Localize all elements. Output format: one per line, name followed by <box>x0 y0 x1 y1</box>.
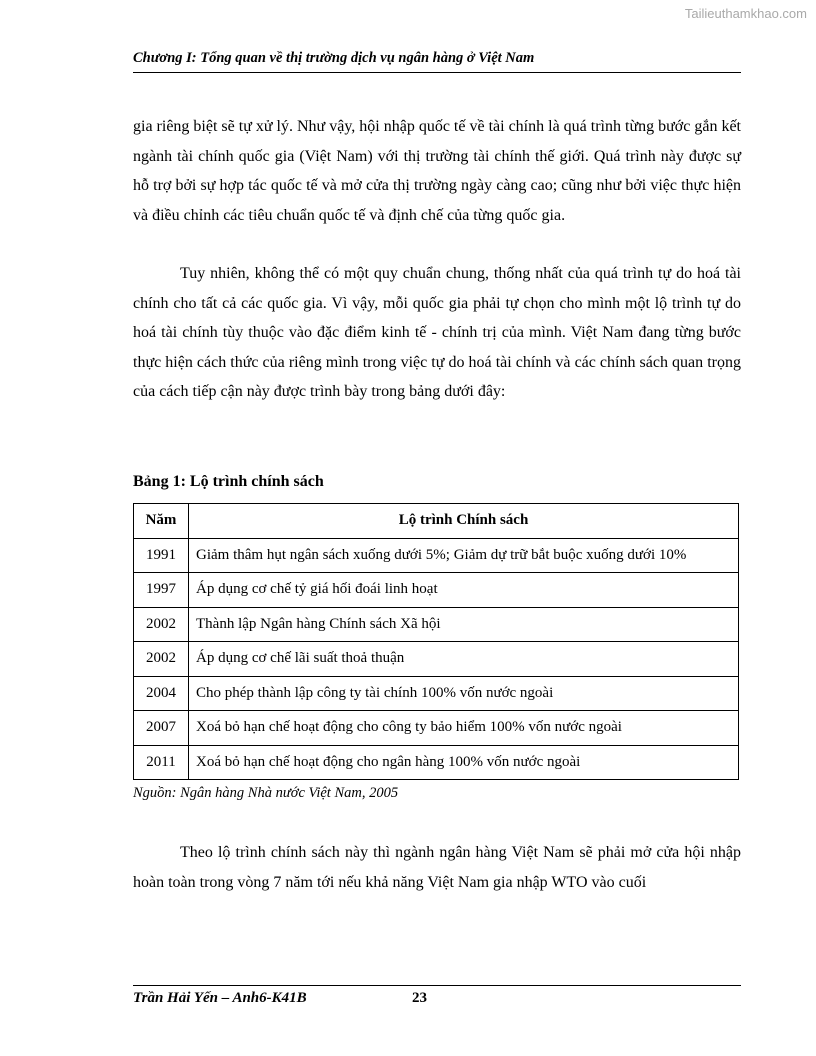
policy-cell: Xoá bỏ hạn chế hoạt động cho ngân hàng 100% vốn nước ngoài <box>189 745 739 780</box>
policy-cell: Áp dụng cơ chế lãi suất thoả thuận <box>189 642 739 677</box>
year-cell: 1991 <box>134 538 189 573</box>
header-divider <box>133 72 741 73</box>
watermark: Tailieuthamkhao.com <box>684 6 807 21</box>
table-caption: Bảng 1: Lộ trình chính sách <box>133 473 324 490</box>
footer-author: Trần Hải Yến – Anh6-K41B <box>133 990 307 1006</box>
policy-cell: Xoá bỏ hạn chế hoạt động cho công ty bảo hiểm 100% vốn nước ngoài <box>189 711 739 746</box>
table-row <box>134 538 739 573</box>
chapter-header: Chương I: Tổng quan về thị trường dịch vụ ngân hàng ở Việt Nam <box>133 50 535 66</box>
year-cell: 2002 <box>134 607 189 642</box>
year-cell: 1997 <box>134 573 189 608</box>
table-row <box>134 745 739 780</box>
year-cell: 2002 <box>134 642 189 677</box>
table-row <box>134 676 739 711</box>
paragraph-1: gia riêng biệt sẽ tự xử lý. Như vậy, hội nhập quốc tế về tài chính là quá trình từng bước gắn kết ngành tài chính quốc gia (Việt Nam) với thị trường tài chính thế giới. Quá trình này được sự hỗ trợ bởi sự hợp tác quốc tế và mở cửa thị trường ngày càng cao; cũng như bởi việc thực hiện và điều chỉnh các tiêu chuẩn quốc tế và định chế của từng quốc gia. <box>133 118 741 224</box>
year-cell: 2004 <box>134 676 189 711</box>
table-header-row <box>134 504 739 539</box>
year-column-header: Năm <box>134 504 189 539</box>
policy-cell: Áp dụng cơ chế tỷ giá hối đoái linh hoạt <box>189 573 739 608</box>
paragraph-2: Tuy nhiên, không thể có một quy chuẩn chung, thống nhất của quá trình tự do hoá tài chính cho tất cả các quốc gia. Vì vậy, mỗi quốc gia phải tự chọn cho mình một lộ trình tự do hoá tài chính tùy thuộc vào đặc điểm kinh tế - chính trị của mình. Việt Nam đang từng bước thực hiện cách thức của riêng mình trong việc tự do hoá tài chính và các chính sách quan trọng của cách tiếp cận này được trình bày trong bảng dưới đây: <box>133 265 741 400</box>
year-cell: 2007 <box>134 711 189 746</box>
footer-divider <box>133 985 741 986</box>
table-row <box>134 642 739 677</box>
year-cell: 2011 <box>134 745 189 780</box>
table-row <box>134 607 739 642</box>
policy-cell: Cho phép thành lập công ty tài chính 100% vốn nước ngoài <box>189 676 739 711</box>
policy-column-header: Lộ trình Chính sách <box>189 504 739 539</box>
table-row <box>134 711 739 746</box>
policy-cell: Giảm thâm hụt ngân sách xuống dưới 5%; Giảm dự trữ bắt buộc xuống dưới 10% <box>189 538 739 573</box>
table-row <box>134 573 739 608</box>
paragraph-3: Theo lộ trình chính sách này thì ngành ngân hàng Việt Nam sẽ phải mở cửa hội nhập hoàn toàn trong vòng 7 năm tới nếu khả năng Việt Nam gia nhập WTO vào cuối <box>133 844 741 891</box>
table-source: Nguồn: Ngân hàng Nhà nước Việt Nam, 2005 <box>133 785 399 801</box>
policy-table <box>133 503 739 780</box>
page-number: 23 <box>412 990 427 1006</box>
policy-cell: Thành lập Ngân hàng Chính sách Xã hội <box>189 607 739 642</box>
